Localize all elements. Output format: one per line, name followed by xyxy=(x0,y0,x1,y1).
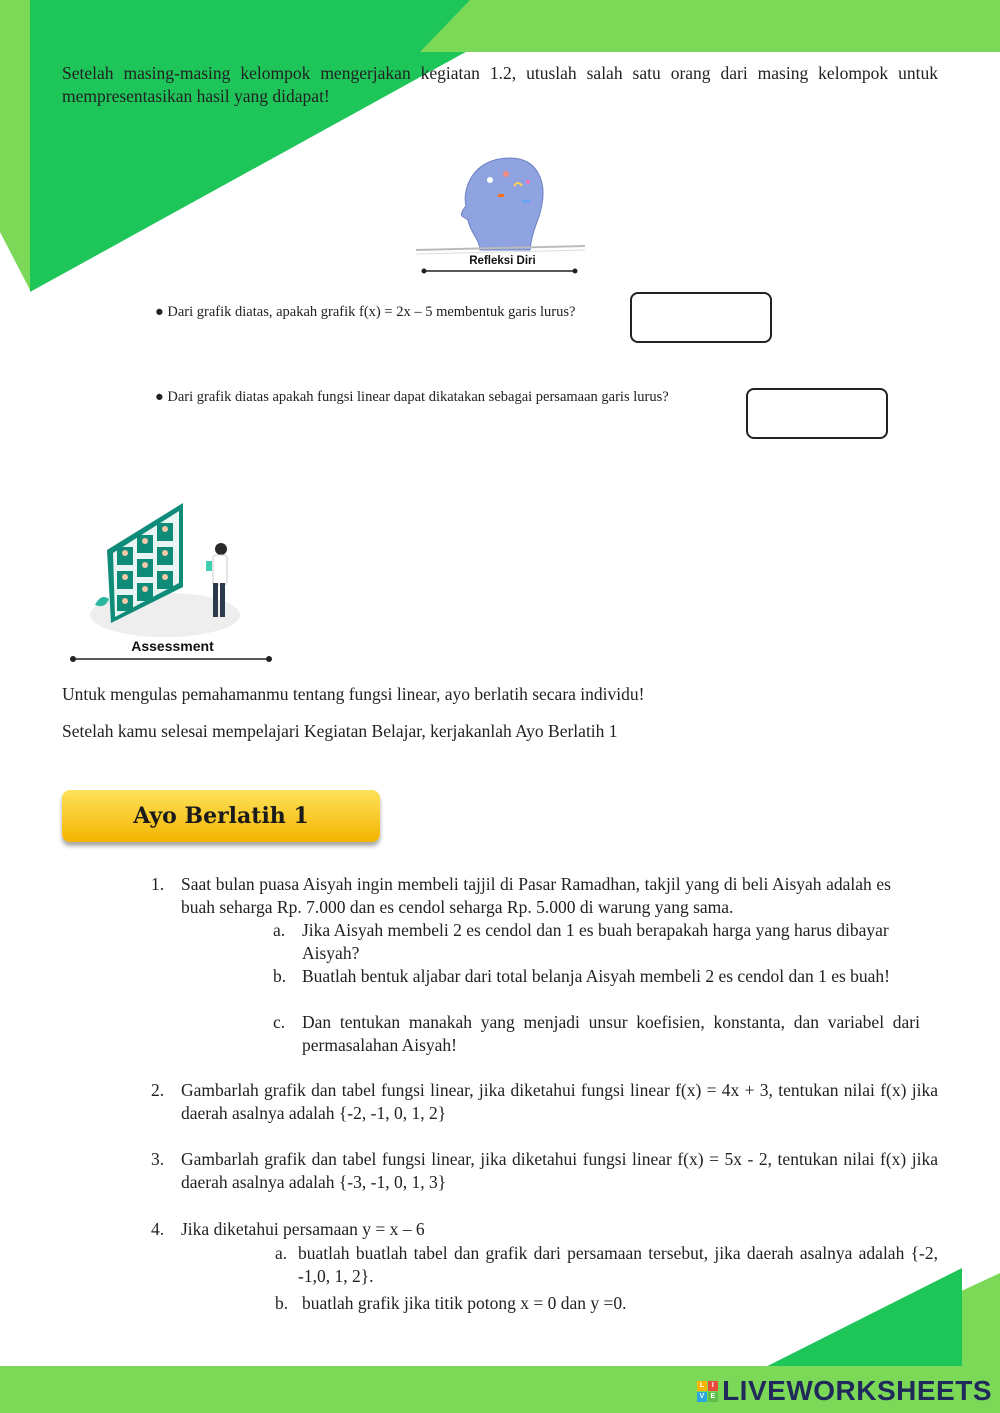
item-4a-text: buatlah buatlah tabel dan grafik dari persamaan tersebut, jika daerah asalnya adalah {-2, -1,0, 1, 2}. xyxy=(298,1243,938,1286)
item-number: 2. xyxy=(151,1080,165,1100)
logo-mark-icon: L I V E xyxy=(697,1381,718,1402)
reflection-label: Refleksi Diri xyxy=(469,255,536,267)
bullet-icon: ● xyxy=(155,304,168,320)
item-4b-text: buatlah grafik jika titik potong x = 0 dan y =0. xyxy=(302,1293,627,1313)
sub-letter: a. xyxy=(275,1243,288,1263)
answer-box-1[interactable] xyxy=(630,292,772,343)
item-3-text: Gambarlah grafik dan tabel fungsi linear, jika diketahui fungsi linear f(x) = 5x - 2, tentukan nilai f(x) jika daerah asalnya adalah {-3, -1, 0, 1, 3} xyxy=(181,1149,938,1192)
item-4-text: Jika diketahui persamaan y = x – 6 xyxy=(181,1219,425,1239)
item-number: 1. xyxy=(151,874,165,894)
answer-box-2[interactable] xyxy=(746,388,888,439)
reflection-question-1: ● Dari grafik diatas, apakah grafik f(x) = 2x – 5 membentuk garis lurus? xyxy=(155,304,576,320)
assessment-line-2: Setelah kamu selesai mempelajari Kegiatan Belajar, kerjakanlah Ayo Berlatih 1 xyxy=(62,721,618,741)
item-1c-text: Dan tentukan manakah yang menjadi unsur koefisien, konstanta, dan variabel dari permasalahan Aisyah! xyxy=(302,1012,920,1055)
exercise-title-badge: Ayo Berlatih 1 xyxy=(62,790,380,842)
intro-paragraph: Setelah masing-masing kelompok mengerjakan kegiatan 1.2, utuslah salah satu orang dari masing kelompok untuk mempresentasikan hasil yang didapat! xyxy=(62,63,938,106)
reflection-question-2: ● Dari grafik diatas apakah fungsi linear dapat dikatakan sebagai persamaan garis lurus? xyxy=(155,389,669,405)
assessment-line-1: Untuk mengulas pemahamanmu tentang fungsi linear, ayo berlatih secara individu! xyxy=(62,684,645,704)
sub-letter: a. xyxy=(273,920,286,940)
assessment-label: Assessment xyxy=(131,638,214,654)
sub-letter: b. xyxy=(275,1293,289,1313)
sub-letter: b. xyxy=(273,966,287,986)
item-1b-text: Buatlah bentuk aljabar dari total belanja Aisyah membeli 2 es cendol dan 1 es buah! xyxy=(302,966,891,986)
bullet-icon: ● xyxy=(155,389,168,405)
item-1a-text: Jika Aisyah membeli 2 es cendol dan 1 es buah berapakah harga yang harus dibayar Aisyah? xyxy=(302,920,889,963)
sub-letter: c. xyxy=(273,1012,286,1032)
item-number: 3. xyxy=(151,1149,165,1169)
item-number: 4. xyxy=(151,1219,165,1239)
item-1-text: Saat bulan puasa Aisyah ingin membeli tajjil di Pasar Ramadhan, takjil yang di beli Aisyah adalah es buah seharga Rp. 7.000 dan es cendol seharga Rp. 5.000 di warung yang sama. xyxy=(181,874,891,917)
brand-name: LIVEWORKSHEETS xyxy=(722,1375,992,1406)
item-2-text: Gambarlah grafik dan tabel fungsi linear, jika diketahui fungsi linear f(x) = 4x + 3, tentukan nilai f(x) jika daerah asalnya adalah {-2, -1, 0, 1, 2} xyxy=(181,1080,938,1123)
liveworksheets-logo[interactable] xyxy=(697,1375,992,1407)
